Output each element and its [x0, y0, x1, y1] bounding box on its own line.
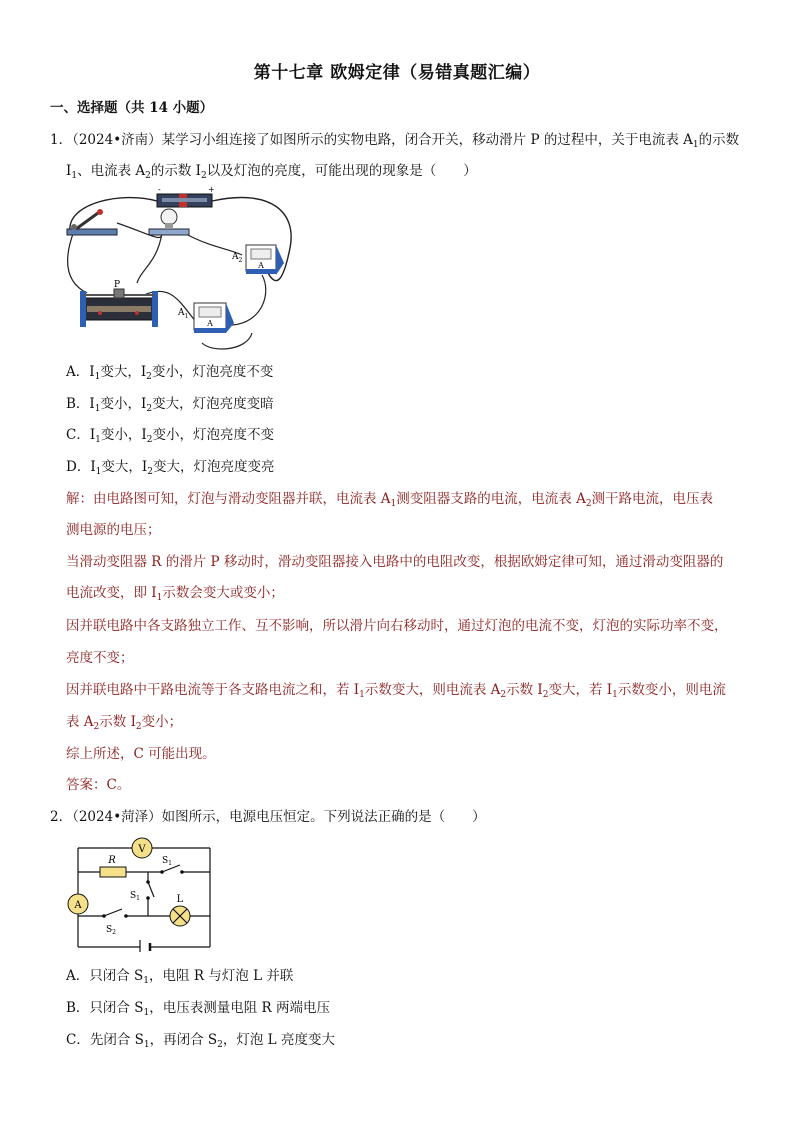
resistor-r — [100, 867, 126, 877]
text: I — [66, 163, 72, 179]
q1-solution-line9: 综上所述，C 可能出现。 — [66, 746, 216, 762]
switch-knob — [97, 209, 103, 215]
section-heading: 一、选择题（共 14 小题） — [50, 100, 214, 116]
wire — [137, 233, 162, 283]
q2-option-a[interactable]: A．只闭合 $S_1$，电阻 R 与灯泡 L 并联 — [66, 968, 294, 986]
subscript: 1 — [71, 171, 78, 181]
subscript: 1 — [692, 140, 699, 150]
a2-meter-label: A — [258, 261, 264, 270]
q1-solution-line5: 因并联电路中各支路独立工作、互不影响，所以滑片向右移动时，通过灯泡的电流不变，灯泡的实际功率不变， — [66, 618, 728, 634]
q1-option-b[interactable]: B．$I_1$变小，$I_2$变大，灯泡亮度变暗 — [66, 396, 274, 414]
lamp-socket — [165, 223, 173, 229]
switch-s2 — [104, 909, 122, 916]
lamp-bulb — [161, 209, 177, 225]
voltmeter-label: V — [138, 844, 146, 855]
wire — [202, 333, 252, 349]
battery-plus: + — [208, 185, 215, 194]
lamp-label: L — [176, 894, 184, 905]
q1-solution-line2: 测电源的电压； — [66, 522, 161, 538]
q1-answer: 答案：C。 — [66, 777, 131, 793]
q1-solution-line3: 当滑动变阻器 R 的滑片 P 移动时，滑动变阻器接入电路中的电阻改变，根据欧姆定律可知，通过滑动变阻器的 — [66, 554, 724, 570]
q2-option-c[interactable]: C．先闭合 $S_1$，再闭合 $S_2$，灯泡 L 亮度变大 — [66, 1032, 335, 1050]
a2-label: $A_2$ — [232, 252, 243, 264]
slider-p-label: P — [114, 280, 121, 290]
switch-contact — [146, 896, 150, 900]
rheostat — [80, 289, 158, 327]
s1-top-label: $S_1$ — [162, 856, 172, 867]
q2-stem: 2．（2024•菏泽）如图所示，电源电压恒定。下列说法正确的是（ ） — [50, 809, 486, 825]
a1-meter-label: A — [207, 319, 213, 328]
switch-lever — [76, 213, 98, 229]
text: 的示数 I — [150, 163, 201, 179]
q1-option-a[interactable]: A．$I_1$变大，$I_2$变小，灯泡亮度不变 — [66, 364, 274, 382]
subscript: 2 — [145, 171, 151, 181]
q1-solution-line7: 因并联电路中干路电流等于各支路电流之和，若 $I_1$示数变大，则电流表 $A_2$示数 $I_2$变大，若 $I_1$示数变小，则电流 — [66, 682, 726, 700]
battery-highlight — [162, 198, 207, 202]
wire — [232, 275, 266, 325]
ammeter-label: A — [74, 900, 82, 911]
text: 以及灯泡的亮度，可能出现的现象是（ ） — [206, 163, 477, 179]
switch-contact — [124, 914, 128, 918]
switch-s1-mid — [148, 882, 154, 897]
wire — [68, 231, 87, 293]
ammeter-a2 — [246, 245, 284, 275]
wire — [70, 198, 157, 231]
q1-stem-text-end: 的示数 — [698, 132, 740, 148]
q1-stem-text: 1．（2024•济南）某学习小组连接了如图所示的实物电路，闭合开关，移动滑片 P 的过程中，关于电流表 A — [50, 132, 693, 148]
battery-minus: - — [158, 185, 161, 194]
q1-solution-line8: 表 $A_2$示数 $I_2$变小； — [66, 714, 183, 732]
switch-terminal — [71, 224, 77, 230]
q1-circuit-figure — [62, 183, 292, 353]
q2-option-b[interactable]: B．只闭合 $S_1$，电压表测量电阻 R 两端电压 — [66, 1000, 330, 1018]
s1-mid-label: $S_1$ — [130, 891, 140, 902]
q1-solution-line4: 电流改变，即 $I_1$示数会变大或变小； — [66, 585, 284, 603]
q1-solution-line1: 解：由电路图可知，灯泡与滑动变阻器并联，电流表 $A_1$测变阻器支路的电流，电流表 $A_2$测干路电流，电压表 — [66, 491, 714, 509]
q1-option-c[interactable]: C．$I_1$变小，$I_2$变小，灯泡亮度不变 — [66, 427, 274, 445]
q1-stem-line2 — [66, 162, 477, 180]
lamp-base — [149, 229, 189, 235]
ammeter-a1 — [194, 303, 234, 333]
q2-circuit-figure — [64, 836, 216, 952]
q1-solution-line6: 亮度不变； — [66, 650, 134, 666]
page-title: 第十七章 欧姆定律（易错真题汇编） — [253, 63, 541, 83]
switch-contact — [180, 870, 184, 874]
q1-option-d[interactable]: D．$I_1$变大，$I_2$变大，灯泡亮度变亮 — [66, 459, 275, 477]
text: 、电流表 A — [77, 163, 146, 179]
a1-label: $A_1$ — [178, 308, 189, 320]
s2-label: $S_2$ — [106, 925, 116, 936]
subscript: 2 — [200, 171, 207, 181]
q1-stem-line1 — [50, 131, 739, 149]
resistor-label: R — [108, 855, 116, 866]
